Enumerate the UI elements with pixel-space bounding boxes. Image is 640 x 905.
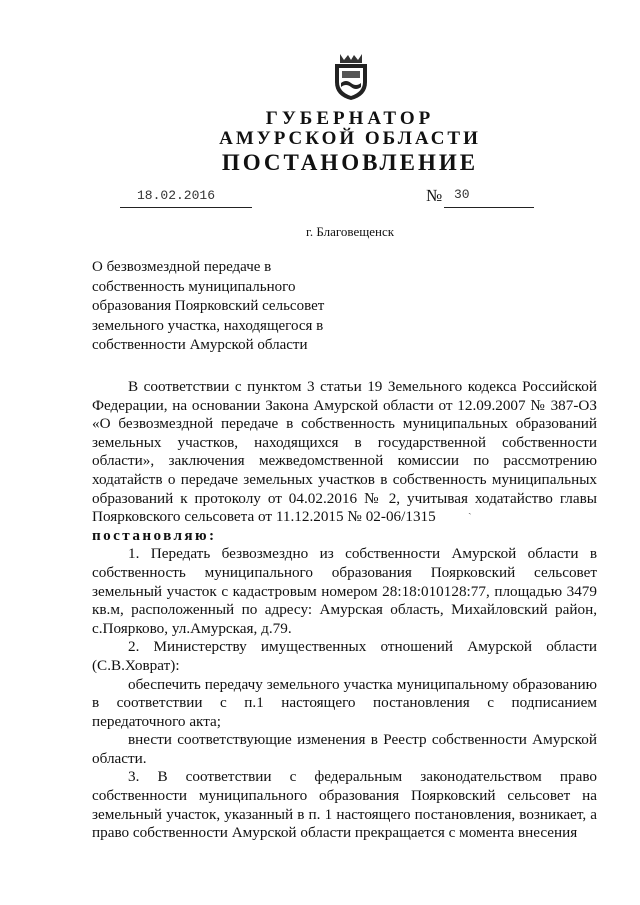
date-underline bbox=[120, 207, 252, 208]
subject-line: собственность муниципального bbox=[92, 278, 296, 295]
coat-of-arms-icon bbox=[329, 52, 373, 102]
subject-line: земельного участка, находящегося в bbox=[92, 317, 324, 334]
document-subject bbox=[92, 258, 362, 356]
subject-line: О безвозмездной передаче в bbox=[92, 259, 272, 275]
governor-title: ГУБЕРНАТОР bbox=[265, 108, 435, 129]
city-name: г. Благовещенск bbox=[305, 224, 395, 239]
paragraph-1: 1. Передать безвозмездно из собственности Амурской области в собственность муниципального образования Поярковский сельсовет земельный участок с кадастровым номером 28:18:010128:77, площадью 3479 кв.м, расположенный по адресу: Амурская область, Михайловский район, с.Поярково, ул.Амурская, д.79. bbox=[92, 545, 597, 637]
paragraph-2-item-b: внести соответствующие изменения в Реестр собственности Амурской области. bbox=[92, 731, 597, 767]
document-body bbox=[92, 378, 597, 843]
number-underline bbox=[444, 207, 534, 208]
subject-line: образования Поярковский сельсовет bbox=[92, 298, 325, 314]
paragraph-2-item-a: обеспечить передачу земельного участка муниципальному образованию в соответствии с п.1 настоящего постановления с подписанием передаточного акта; bbox=[92, 675, 597, 730]
number-sign: № bbox=[426, 186, 443, 205]
paragraph-3: 3. В соответствии с федеральным законодательством право собственности муниципального образования Поярковский сельсовет на земельный участок, указанный в п. 1 настоящего постановления, возникает, а право собственности Амурской области прекращается с момента внесения bbox=[92, 768, 597, 842]
document-number: 30 bbox=[454, 187, 470, 202]
scan-mark: ˎ bbox=[468, 503, 472, 515]
region-title: АМУРСКОЙ ОБЛАСТИ bbox=[219, 128, 481, 149]
document-date: 18.02.2016 bbox=[137, 188, 216, 203]
resolve-word: постановляю: bbox=[92, 526, 217, 544]
preamble-paragraph: В соответствии с пунктом 3 статьи 19 Земельного кодекса Российской Федерации, на основании Закона Амурской области от 12.09.2007 № 387-ОЗ «О безвозмездной передаче в собственность муниципальных образований земельных участков, находящихся в государственной собственности области», заключения межведомственной комиссии по рассмотрению ходатайств о передаче земельных участков в собственность муниципальных образований к протоколу от 04.02.2016 № 2, учитывая ходатайство главы Поярковского сельсовета от 11.12.2015 № 02-06/1315 bbox=[92, 378, 597, 526]
subject-line: собственности Амурской области bbox=[92, 337, 308, 353]
paragraph-2: 2. Министерству имущественных отношений Амурской области (С.В.Ховрат): bbox=[92, 638, 597, 674]
document-type-title: ПОСТАНОВЛЕНИЕ bbox=[221, 150, 479, 175]
